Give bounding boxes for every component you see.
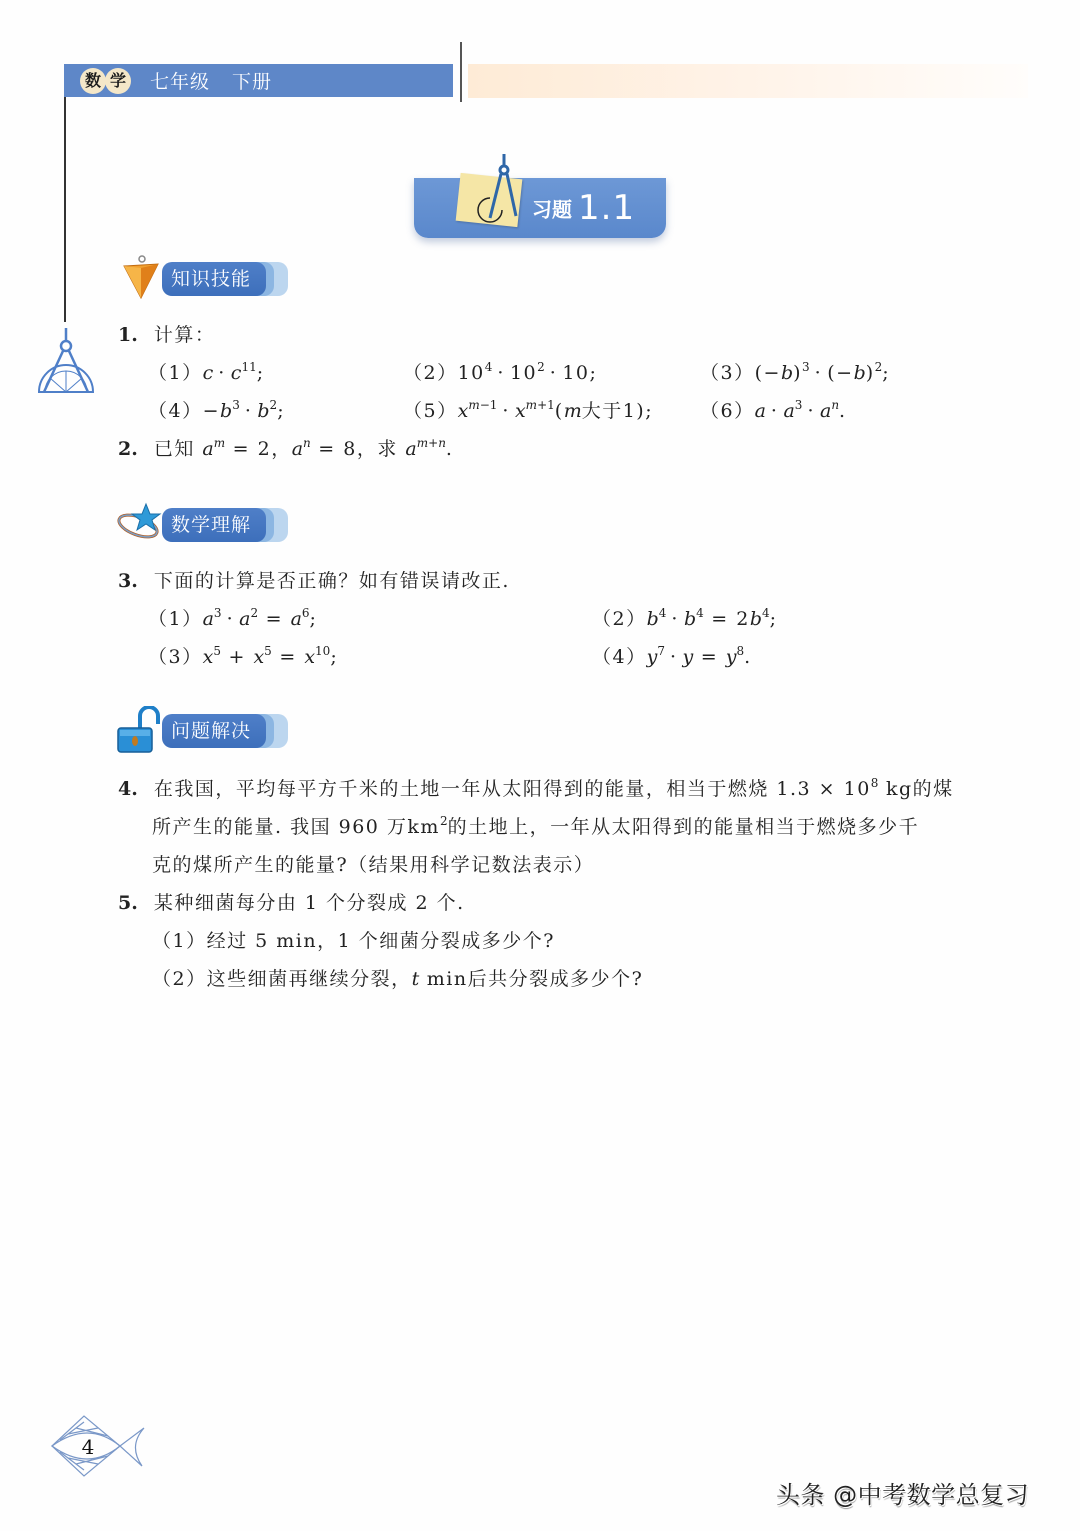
problem-3-item-2: $(2)b^4 \cdot b^4 = 2b^4$; xyxy=(592,606,778,630)
problem-5-prompt: 5. 某种细菌每分由 1 个分裂成 2 个. xyxy=(118,892,465,914)
problem-4-line-3: 克的煤所产生的能量?（结果用科学记数法表示） xyxy=(152,854,595,876)
subject-badge-char: 学 xyxy=(105,68,131,94)
section-title: 问题解决 xyxy=(162,714,266,748)
exercise-number: 1.1 xyxy=(578,188,636,228)
problem-1-item-2: $(2)10^4 \cdot 10^2 \cdot 10$; xyxy=(403,360,598,384)
problem-4-line-1: 4. 在我国，平均每平方千米的土地一年从太阳得到的能量，相当于燃烧 $1.3 \times 10^8$ kg的煤 xyxy=(118,776,954,800)
exercise-label: 习题 xyxy=(532,197,572,222)
problem-1-prompt: 1. 计算： xyxy=(118,324,216,346)
book-title xyxy=(150,67,272,94)
problem-1-item-6: $(6)a \cdot a^3 \cdot a^n$. xyxy=(700,398,847,422)
header-divider xyxy=(460,42,462,102)
unlocked-padlock-icon xyxy=(116,706,162,754)
section-title: 数学理解 xyxy=(162,508,266,542)
problem-1-item-3: $(3)(-b)^3 \cdot (-b)^2$; xyxy=(700,360,891,384)
watermark: 头条 @中考数学总复习 xyxy=(776,1481,1030,1509)
page-number: 4 xyxy=(81,1435,95,1459)
section-problem-solving xyxy=(116,706,316,752)
subject-badge xyxy=(80,68,130,94)
problem-3-item-1: $(1)a^3 \cdot a^2 = a^6$; xyxy=(148,606,318,630)
compass-protractor-icon xyxy=(36,326,96,398)
problem-2: 2. 已知 $a^m = 2$，$a^n = 8$，求 $a^{m+n}$. xyxy=(118,436,454,460)
problem-3-item-3: $(3)x^5 + x^5 = x^{10}$; xyxy=(148,644,339,668)
volume-label: 下册 xyxy=(232,71,273,93)
exercise-title xyxy=(532,188,635,228)
problem-5-item-2: （2）这些细菌再继续分裂，t min后共分裂成多少个? xyxy=(152,968,644,990)
star-orbit-icon xyxy=(116,500,166,546)
problem-4-line-2: 所产生的能量. 我国 960 万$km^2$的土地上，一年从太阳得到的能量相当于燃烧多少千 xyxy=(152,814,920,838)
problem-1-item-1: $(1)c \cdot c^{11}$; xyxy=(148,360,265,384)
problem-3-item-4: $(4)y^7 \cdot y = y^8$. xyxy=(592,644,752,668)
section-title: 知识技能 xyxy=(162,262,266,296)
problem-1-item-4: $(4)-b^3 \cdot b^2$; xyxy=(148,398,286,422)
problem-3-prompt: 3. 下面的计算是否正确？如有错误请改正. xyxy=(118,570,510,592)
problem-5-item-1: （1）经过 5 min，1 个细菌分裂成多少个? xyxy=(152,930,555,952)
compass-icon xyxy=(472,152,522,232)
fish-page-ornament-icon xyxy=(50,1414,146,1484)
margin-rule xyxy=(64,97,66,322)
problem-1-item-5: $(5)x^{m-1} \cdot x^{m+1}(m$大于1); xyxy=(403,398,654,422)
section-math-understanding xyxy=(116,500,316,546)
plumb-bob-icon xyxy=(116,254,162,300)
subject-badge-char: 数 xyxy=(80,68,106,94)
section-knowledge-skills xyxy=(116,254,316,300)
header-decor-band xyxy=(468,64,1028,98)
grade-label: 七年级 xyxy=(150,71,211,93)
